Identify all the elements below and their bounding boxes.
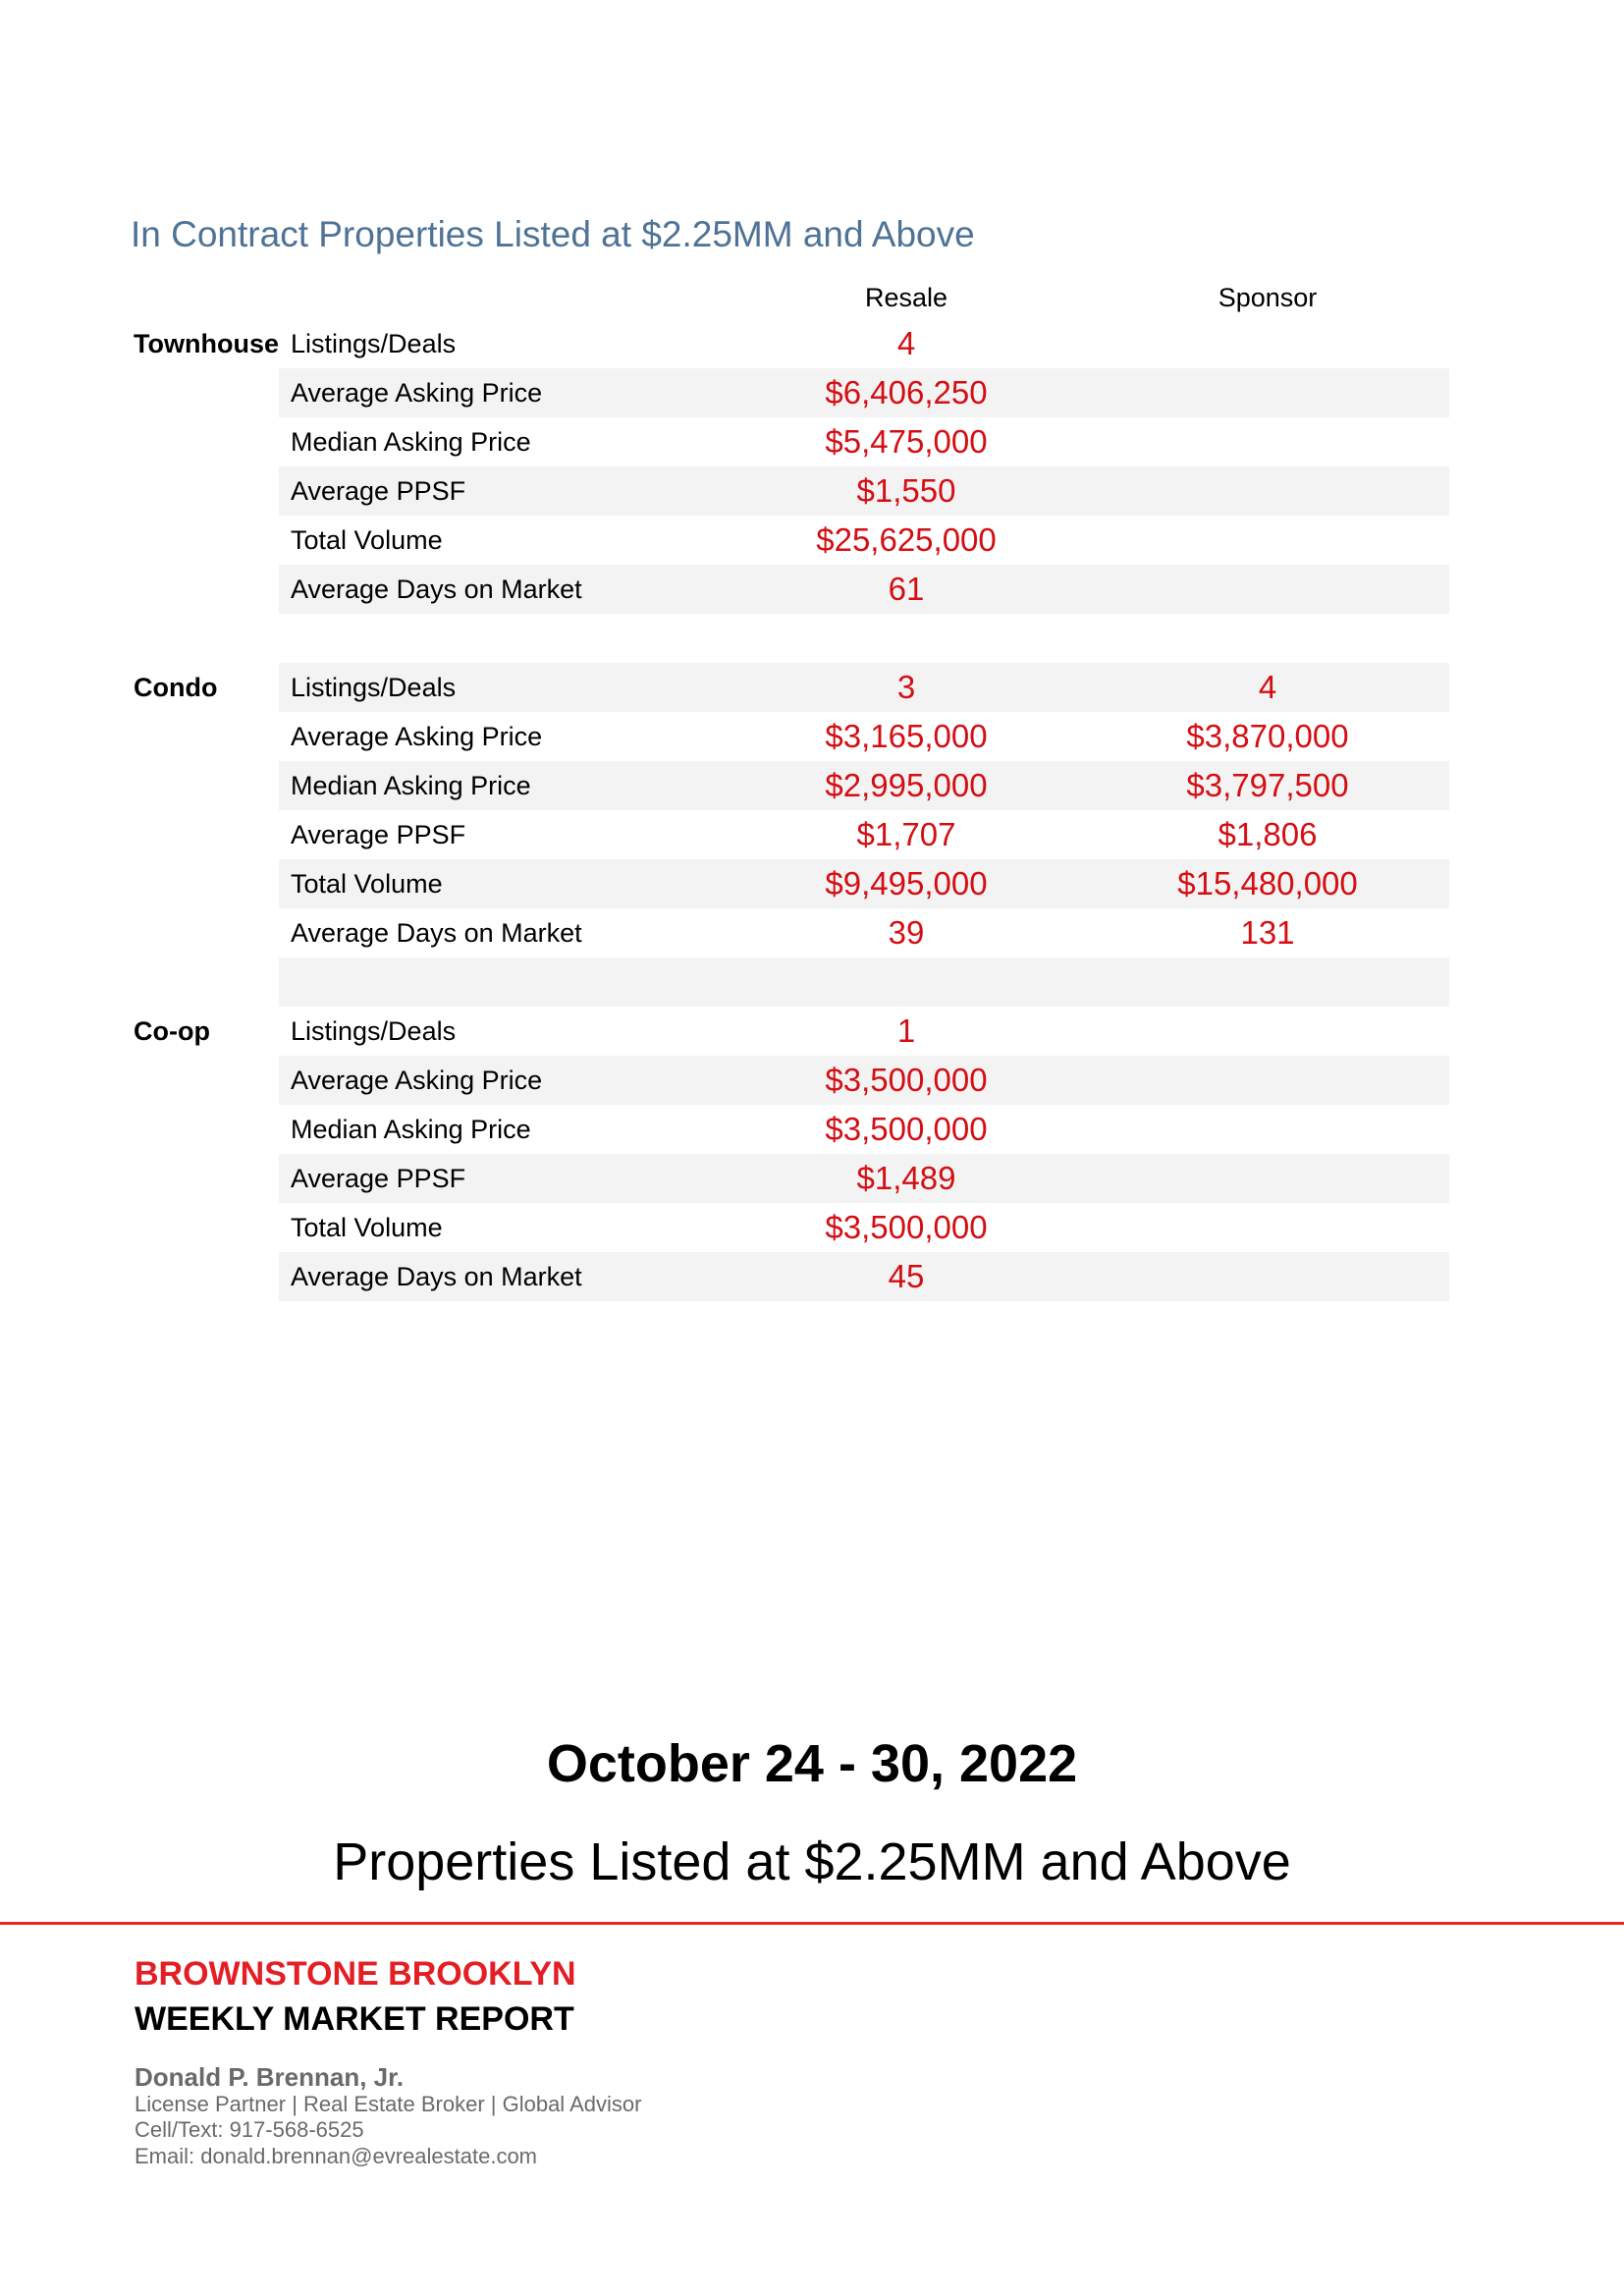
resale-value: 45 <box>888 1258 925 1294</box>
section-title: In Contract Properties Listed at $2.25MM and Above <box>131 214 975 254</box>
metric-label: Listings/Deals <box>291 1016 457 1046</box>
resale-value: $1,489 <box>856 1160 956 1196</box>
table-row <box>279 1154 1449 1203</box>
resale-value: $1,707 <box>856 816 956 852</box>
column-header-resale: Resale <box>864 283 948 312</box>
table-row <box>279 516 1449 565</box>
sponsor-value: 131 <box>1240 914 1295 951</box>
table-row <box>279 368 1449 417</box>
metric-label: Average Asking Price <box>291 1066 543 1095</box>
metric-label: Median Asking Price <box>291 1115 531 1144</box>
agent-phone: Cell/Text: 917-568-6525 <box>135 2117 364 2142</box>
resale-value: $6,406,250 <box>825 374 988 410</box>
report-name: WEEKLY MARKET REPORT <box>135 2000 574 2038</box>
table-row <box>279 319 1449 368</box>
resale-value: 4 <box>896 325 916 361</box>
resale-value: $3,500,000 <box>825 1209 988 1245</box>
table-row <box>279 663 1449 712</box>
metric-label: Total Volume <box>291 1213 443 1242</box>
date-range: October 24 - 30, 2022 <box>546 1734 1078 1793</box>
table-row <box>279 908 1449 957</box>
table-row <box>279 1203 1449 1252</box>
sponsor-value: $3,797,500 <box>1186 767 1349 803</box>
table-row <box>279 859 1449 908</box>
footer-rule <box>0 1922 1624 1925</box>
table-spacer-row <box>279 957 1449 1007</box>
metric-label: Total Volume <box>291 525 443 555</box>
sponsor-value: $15,480,000 <box>1177 865 1358 902</box>
metric-label: Average PPSF <box>291 1164 466 1193</box>
table-row <box>279 1105 1449 1154</box>
group-label: Condo <box>134 673 218 702</box>
sponsor-value: $3,870,000 <box>1186 718 1349 754</box>
agent-title: License Partner | Real Estate Broker | Global Advisor <box>135 2092 642 2116</box>
resale-value: 39 <box>888 914 925 951</box>
sponsor-value: 4 <box>1258 669 1277 705</box>
resale-value: $25,625,000 <box>816 521 997 558</box>
table-row <box>279 1252 1449 1301</box>
sponsor-value: $1,806 <box>1218 816 1318 852</box>
table-row <box>279 712 1449 761</box>
resale-value: $5,475,000 <box>825 423 988 460</box>
metric-label: Listings/Deals <box>291 673 457 702</box>
table-row <box>279 417 1449 466</box>
table-row <box>279 810 1449 859</box>
brand-name: BROWNSTONE BROOKLYN <box>135 1955 576 1993</box>
table-row <box>279 761 1449 810</box>
metric-label: Average PPSF <box>291 476 466 506</box>
metric-label: Average PPSF <box>291 820 466 849</box>
table-row <box>279 1007 1449 1056</box>
column-header-sponsor: Sponsor <box>1218 283 1318 312</box>
agent-email: Email: donald.brennan@evrealestate.com <box>135 2144 538 2168</box>
metric-label: Median Asking Price <box>291 427 531 457</box>
metric-label: Average Asking Price <box>291 722 543 751</box>
resale-value: $1,550 <box>856 472 956 509</box>
table-row <box>279 1056 1449 1105</box>
metric-label: Total Volume <box>291 869 443 899</box>
resale-value: $2,995,000 <box>825 767 988 803</box>
table-row <box>279 466 1449 516</box>
metric-label: Average Days on Market <box>291 574 582 604</box>
metric-label: Average Days on Market <box>291 1262 582 1291</box>
resale-value: $3,500,000 <box>825 1111 988 1147</box>
metric-label: Average Asking Price <box>291 378 543 408</box>
report-subtitle: Properties Listed at $2.25MM and Above <box>333 1832 1291 1891</box>
metric-label: Listings/Deals <box>291 329 457 358</box>
resale-value: $9,495,000 <box>825 865 988 902</box>
resale-value: $3,500,000 <box>825 1062 988 1098</box>
table-row <box>279 565 1449 614</box>
resale-value: $3,165,000 <box>825 718 988 754</box>
resale-value: 61 <box>888 571 925 607</box>
metric-label: Average Days on Market <box>291 918 582 948</box>
group-label: Co-op <box>134 1016 210 1046</box>
agent-name: Donald P. Brennan, Jr. <box>135 2062 405 2092</box>
resale-value: 3 <box>896 669 916 705</box>
resale-value: 1 <box>896 1012 916 1049</box>
group-label: Townhouse <box>134 329 279 358</box>
metric-label: Median Asking Price <box>291 771 531 800</box>
